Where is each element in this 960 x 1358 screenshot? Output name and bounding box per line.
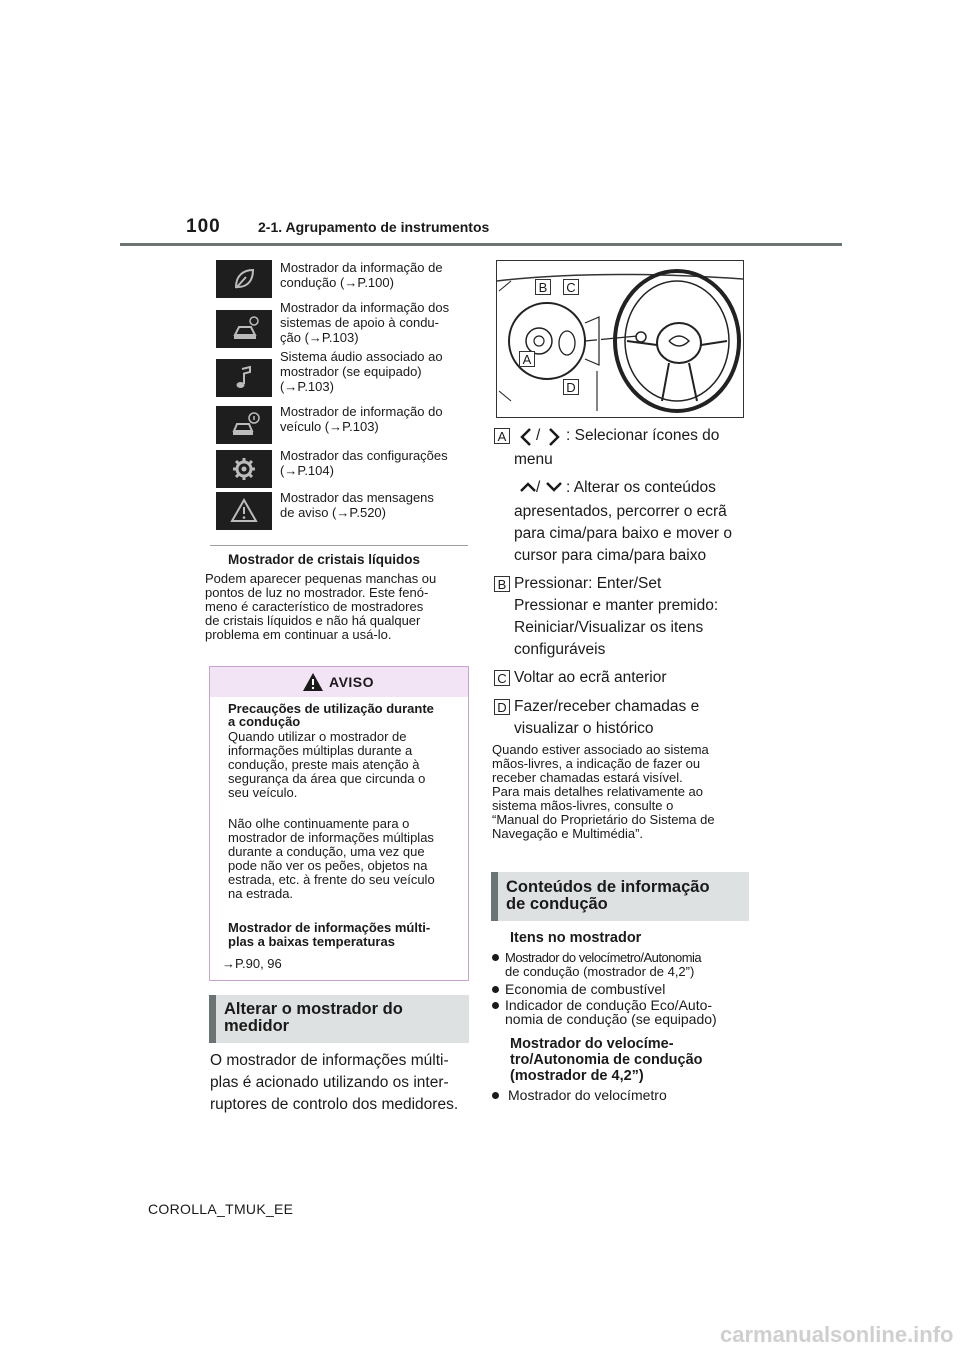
text-line: O mostrador de informações múlti- [210, 1052, 449, 1069]
icon-desc-line: Mostrador da informação de [280, 260, 443, 275]
text-line: nomia de condução (se equipado) [505, 1011, 717, 1027]
vehicle-info-icon [216, 406, 272, 444]
list-item [492, 998, 754, 1026]
icon-desc-line: veículo (→P.103) [280, 419, 379, 434]
warning-paragraph [228, 730, 464, 800]
heading-line: de condução [506, 895, 608, 913]
control-d-text [514, 696, 754, 740]
control-a-text: menu [514, 451, 553, 468]
gear-icon [216, 450, 272, 488]
text-line: para cima/para baixo e mover o [514, 525, 732, 542]
label-a: A [494, 428, 510, 444]
text-line: Precauções de utilização durante [228, 701, 434, 716]
icon-desc-line: Sistema áudio associado ao [280, 349, 443, 364]
text-line: informações múltiplas durante a [228, 743, 413, 758]
warning-title: AVISO [329, 674, 375, 690]
lcd-heading: Mostrador de cristais líquidos [228, 552, 421, 567]
icon-list-item [216, 448, 470, 490]
label-b: B [535, 279, 551, 295]
control-a-text: : Selecionar ícones do [566, 427, 720, 444]
text-line: visualizar o histórico [514, 720, 654, 737]
warning-box-header [210, 667, 468, 697]
driving-assist-icon [216, 310, 272, 348]
text-line: Indicador de condução Eco/Auto- [505, 997, 713, 1013]
icon-desc-line: mostrador (se equipado) [280, 364, 422, 379]
text-line: Reiniciar/Visualizar os itens [514, 619, 704, 636]
down-chevron-icon [544, 480, 564, 499]
label-b: B [494, 576, 510, 592]
text-line: Quando estiver associado ao sistema [492, 742, 709, 757]
label-c: C [494, 670, 510, 686]
label-d: D [563, 379, 579, 395]
icon-list-item [216, 300, 470, 348]
text-line: Navegação e Multimédia”. [492, 826, 644, 841]
text-line: na estrada. [228, 886, 294, 901]
control-b-text [514, 573, 754, 661]
text-line: plas a baixas temperaturas [228, 934, 395, 949]
chapter-title: 2-1. Agrupamento de instrumentos [258, 219, 490, 235]
lcd-paragraph [205, 572, 475, 642]
icon-desc-line: (→P.103) [280, 379, 334, 394]
heading-line: Conteúdos de informação [506, 878, 710, 896]
section-heading-conteudos [491, 872, 749, 921]
warning-icon [302, 672, 324, 692]
text-line: mostrador de informações múltiplas [228, 830, 434, 845]
page-number: 100 [186, 216, 221, 237]
leaf-icon [216, 260, 272, 298]
steering-wheel-figure [496, 260, 744, 418]
text-line: configuráveis [514, 641, 606, 658]
text-line: pode não ver os peões, objetos na [228, 858, 428, 873]
up-chevron-icon [518, 480, 538, 499]
warning-reference: →P.90, 96 [222, 956, 282, 971]
text-line: Pressionar: Enter/Set [514, 575, 662, 592]
handsfree-note [492, 743, 752, 841]
icon-desc-line: Mostrador das configurações [280, 448, 448, 463]
header-rule [120, 243, 842, 246]
text-line: Mostrador do velocíme- [510, 1036, 674, 1052]
icon-desc-line: Mostrador de informação do [280, 404, 443, 419]
text-line: Mostrador de informações múlti- [228, 920, 431, 935]
text-line: a condução [228, 714, 301, 729]
icon-desc-line: sistemas de apoio à condu- [280, 315, 439, 330]
steering-wheel-illustration [497, 261, 743, 417]
velocimetro-heading [510, 1036, 750, 1084]
text-line: Pressionar e manter premido: [514, 597, 719, 614]
section-heading-alterar [209, 995, 469, 1043]
text-line: estrada, etc. à frente do seu veículo [228, 872, 435, 887]
text-line: Quando utilizar o mostrador de [228, 729, 407, 744]
warning-icon [216, 492, 272, 530]
text-line: Para mais detalhes relativamente ao [492, 784, 704, 799]
heading-line: Alterar o mostrador do [224, 1000, 403, 1018]
list-item [492, 951, 754, 979]
icon-desc-line: condução (→P.100) [280, 275, 394, 290]
divider [210, 545, 468, 546]
bullet-icon [492, 1092, 499, 1099]
text-line: apresentados, percorrer o ecrã [514, 503, 727, 520]
text-line: Mostrador do velocímetro/Autonomia [505, 950, 702, 965]
bullet-icon [492, 1002, 499, 1009]
warning-subheading [228, 921, 464, 949]
text-line: de condução (mostrador de 4,2”) [505, 964, 695, 979]
icon-list-item [216, 349, 470, 397]
text-line: sistema mãos-livres, consulte o [492, 798, 674, 813]
text-line: pontos de luz no mostrador. Este fenó- [205, 585, 429, 600]
icon-desc-line: (→P.104) [280, 463, 334, 478]
text-line: ruptores de controlo dos medidores. [210, 1096, 459, 1113]
text-line: seu veículo. [228, 785, 298, 800]
text-line: mãos-livres, a indicação de fazer ou [492, 756, 701, 771]
watermark: carmanualsonline.info [720, 1322, 954, 1347]
warning-paragraph [228, 817, 464, 901]
icon-list-item [216, 404, 470, 446]
label-d: D [494, 699, 510, 715]
text-line: “Manual do Proprietário do Sistema de [492, 812, 715, 827]
text-line: receber chamadas estará visível. [492, 770, 683, 785]
slash: / [536, 427, 541, 444]
slash: / [536, 479, 541, 496]
text-line: segurança da área que circunda o [228, 771, 426, 786]
footer-model: COROLLA_TMUK_EE [148, 1201, 294, 1217]
icon-list-item [216, 260, 470, 304]
text-line: condução, preste mais atenção à [228, 757, 420, 772]
text-line: Podem aparecer pequenas manchas ou [205, 571, 437, 586]
list-item [492, 982, 754, 997]
bullet-icon [492, 954, 499, 961]
text-line: problema em continuar a usá-lo. [205, 627, 392, 642]
control-a-sub: : Alterar os conteúdos [566, 479, 716, 496]
text-line: cursor para cima/para baixo [514, 547, 707, 564]
icon-list-item [216, 490, 470, 532]
text-line: (mostrador de 4,2”) [510, 1068, 644, 1084]
text-line: Mostrador do velocímetro [508, 1087, 667, 1103]
icon-desc-line: ção (→P.103) [280, 330, 359, 345]
icon-desc-line: de aviso (→P.520) [280, 505, 386, 520]
list-item [492, 1087, 667, 1103]
bullet-icon [492, 986, 499, 993]
text-line: de cristais líquidos e não há qualquer [205, 613, 421, 628]
icon-desc-line: Mostrador da informação dos [280, 300, 450, 315]
label-a: A [519, 351, 535, 367]
heading-line: medidor [224, 1017, 290, 1035]
alterar-paragraph [210, 1050, 480, 1116]
music-note-icon [216, 359, 272, 397]
text-line: tro/Autonomia de condução [510, 1052, 703, 1068]
control-c-text: Voltar ao ecrã anterior [514, 669, 667, 686]
text-line: Economia de combustível [505, 981, 666, 997]
control-a-sub [514, 501, 754, 567]
icon-desc-line: Mostrador das mensagens [280, 490, 434, 505]
itens-heading: Itens no mostrador [510, 930, 642, 946]
text-line: meno é característico de mostradores [205, 599, 424, 614]
text-line: Não olhe continuamente para o [228, 816, 410, 831]
warning-subheading [228, 702, 464, 728]
label-c: C [563, 279, 579, 295]
text-line: plas é acionado utilizando os inter- [210, 1074, 449, 1091]
text-line: durante a condução, uma vez que [228, 844, 425, 859]
warning-box [209, 666, 469, 981]
text-line: Fazer/receber chamadas e [514, 698, 700, 715]
